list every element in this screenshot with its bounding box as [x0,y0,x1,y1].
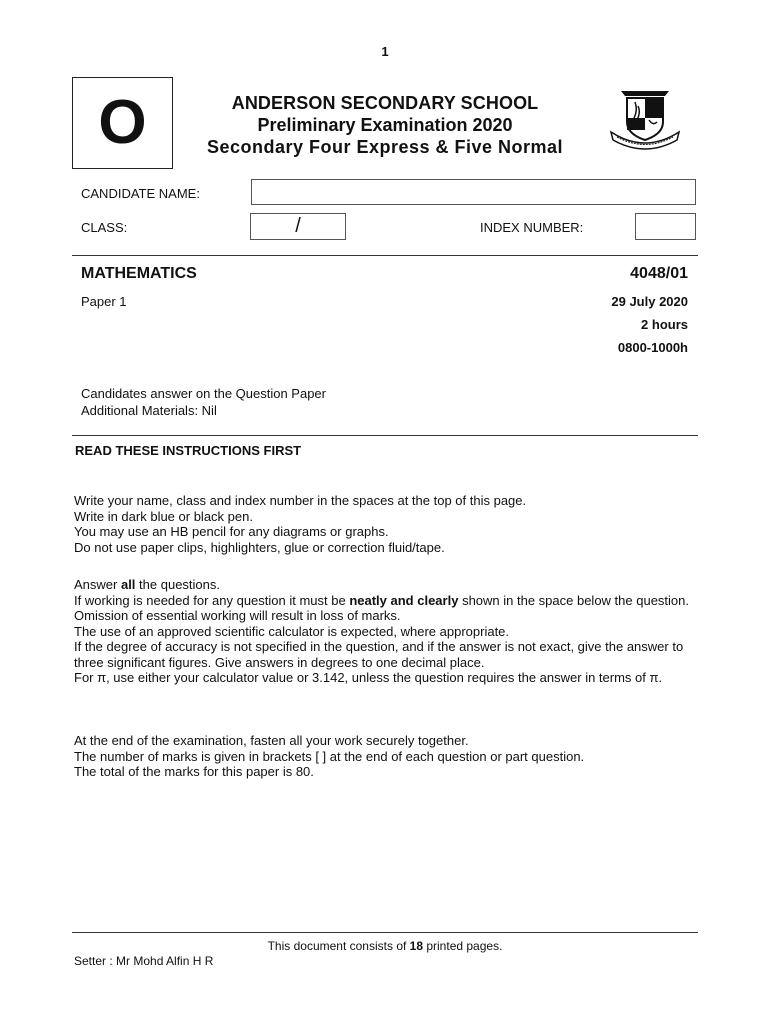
class-label: CLASS: [81,220,128,235]
instruction-line: The number of marks is given in brackets [ ] at the end of each question or part question. [74,748,585,764]
divider [72,255,698,256]
additional-materials: Additional Materials: Nil [81,403,217,418]
instruction-line: The use of an approved scientific calculator is expected, where appropriate. [74,623,510,639]
instruction-line: For π, use either your calculator value or 3.142, unless the question requires the answer in terms of π. [74,670,663,685]
class-field[interactable] [250,213,346,240]
setter-credit: Setter : Mr Mohd Alfin H R [74,954,214,968]
emphasis: all [120,577,136,592]
header-block [180,92,590,158]
answer-note: Candidates answer on the Question Paper [81,386,326,401]
instructions-group-2 [74,577,694,686]
paper-code: 4048/01 [630,265,688,282]
instruction-line: You may use an HB pencil for any diagrams or graphs. [74,524,389,539]
tier-letter-box: O [72,77,173,169]
instruction-line: Write your name, class and index number in the spaces at the top of this page. [74,493,527,508]
exam-title: Preliminary Examination 2020 [257,115,513,135]
page-count-note: This document consists of 18 printed pages. [267,939,503,953]
instruction-line: At the end of the examination, fasten all your work securely together. [74,733,469,748]
page-count: 18 [409,939,424,953]
divider [72,932,698,933]
paper-number: Paper 1 [81,294,127,309]
candidate-name-field[interactable] [251,179,696,205]
instructions-group-3 [74,733,694,780]
instruction-line: If working is needed for any question it must be neatly and clearly shown in the space below the question. [74,592,689,608]
divider [72,435,698,436]
instruction-line: Write in dark blue or black pen. [74,508,253,524]
exam-duration: 2 hours [641,317,688,332]
school-name: ANDERSON SECONDARY SCHOOL [231,93,539,113]
school-crest-logo [607,88,683,152]
subject-title: MATHEMATICS [81,265,197,282]
instructions-group-1 [74,493,694,555]
exam-time-slot: 0800-1000h [617,340,688,355]
class-separator: / [295,215,301,237]
instruction-line: If the degree of accuracy is not specified in the question, and if the answer is not exact, give the answer to three significant figures. Give answers in degrees to one decimal place. [74,639,684,670]
instruction-line: Omission of essential working will result in loss of marks. [74,608,401,623]
instruction-line: Do not use paper clips, highlighters, glue or correction fluid/tape. [74,539,445,555]
instruction-line: The total of the marks for this paper is 80. [74,764,314,779]
exam-date: 29 July 2020 [611,294,688,309]
candidate-name-label: CANDIDATE NAME: [81,186,200,201]
index-number-field[interactable] [635,213,696,240]
exam-cohort: Secondary Four Express & Five Normal [206,137,564,157]
index-number-label: INDEX NUMBER: [480,220,584,235]
instructions-heading: READ THESE INSTRUCTIONS FIRST [75,443,302,458]
instruction-line: Answer all the questions. [74,577,220,592]
page-number: 1 [381,44,389,59]
emphasis: neatly and clearly [349,592,459,608]
